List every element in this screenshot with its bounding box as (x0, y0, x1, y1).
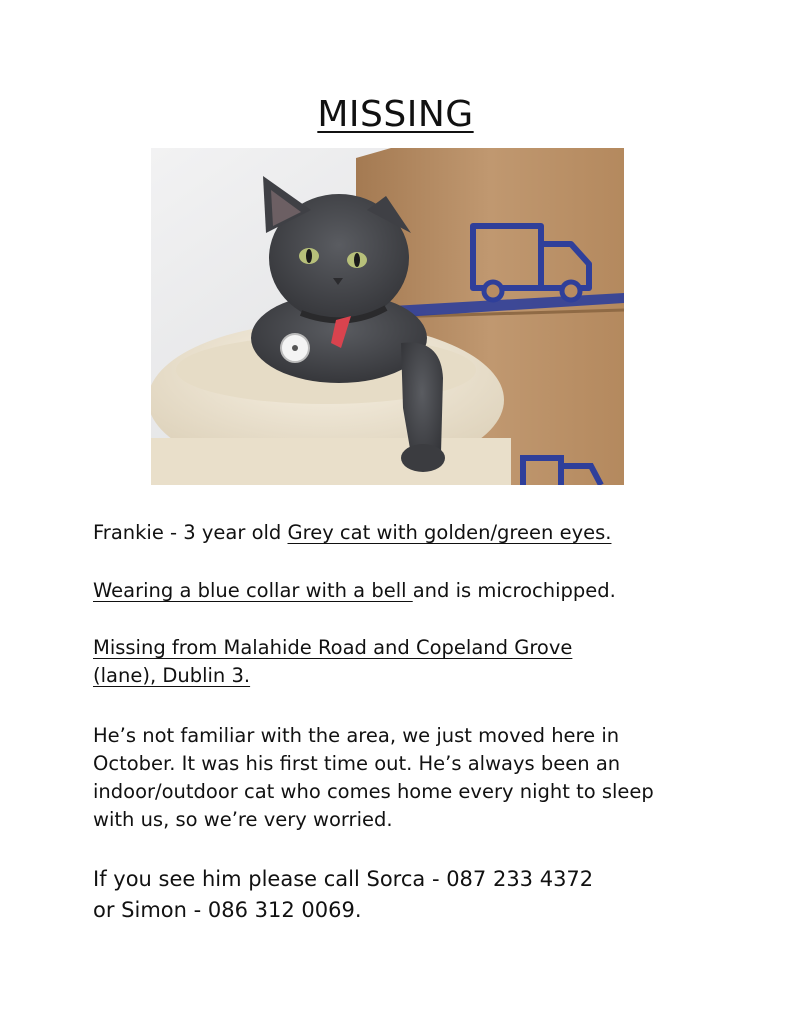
microchip-text: and is microchipped. (412, 579, 616, 602)
cat-appearance: Grey cat with golden/green eyes. (287, 521, 612, 544)
cat-name-text: Frankie - 3 year old (93, 521, 288, 544)
cat-name-line (93, 519, 733, 547)
location-line-2: (lane), Dublin 3. (93, 664, 251, 687)
collar-description: Wearing a blue collar with a bell (93, 579, 413, 602)
description-line: indoor/outdoor cat who comes home every night to sleep (93, 780, 654, 803)
description-line: October. It was his first time out. He’s always been an (93, 752, 621, 775)
location-line-1: Missing from Malahide Road and Copeland Grove (93, 636, 573, 659)
description-line: He’s not familiar with the area, we just moved here in (93, 724, 620, 747)
contact-block (93, 864, 733, 926)
description-line: with us, so we’re very worried. (93, 808, 393, 831)
poster-title: MISSING (317, 94, 474, 135)
contact-line-simon: or Simon - 086 312 0069. (93, 898, 362, 922)
cat-photo (151, 148, 624, 485)
description-paragraph (93, 722, 733, 834)
location-block (93, 634, 733, 690)
contact-line-sorca: If you see him please call Sorca - 087 233 4372 (93, 867, 594, 891)
collar-line (93, 577, 733, 605)
